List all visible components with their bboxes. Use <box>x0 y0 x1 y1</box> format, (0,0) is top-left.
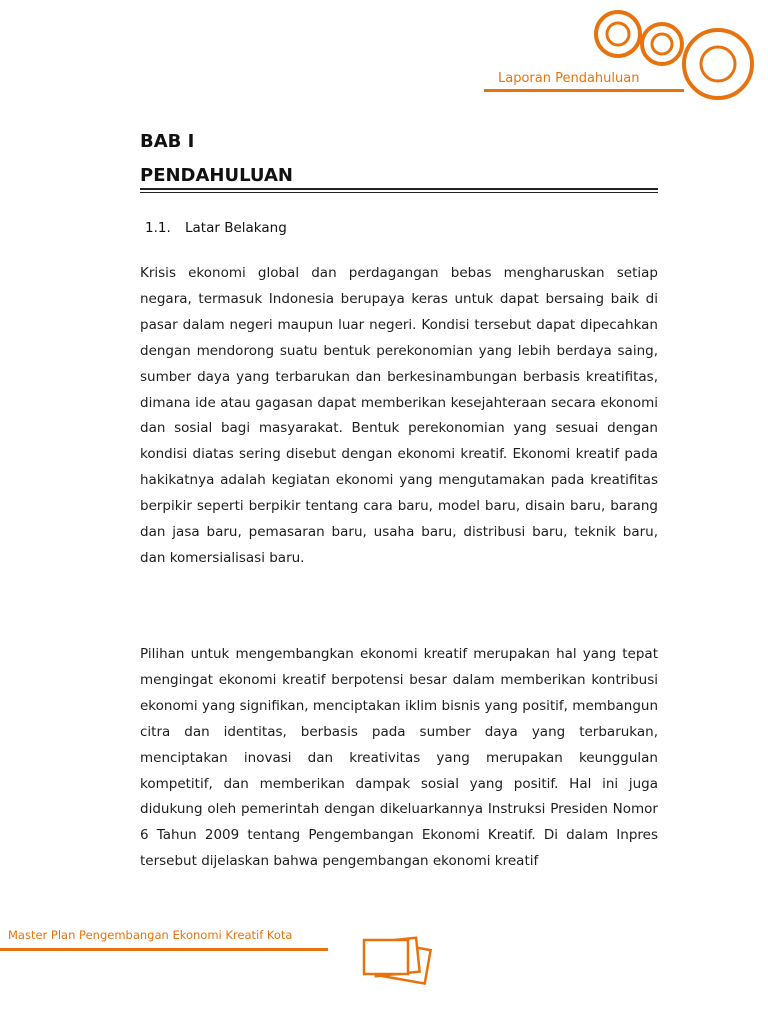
running-footer: Master Plan Pengembangan Ekonomi Kreatif Kota <box>8 928 293 942</box>
section-heading <box>145 220 287 236</box>
running-header: Laporan Pendahuluan <box>498 71 640 86</box>
concentric-circles-icon <box>478 0 768 105</box>
footer-divider <box>0 948 328 951</box>
body-paragraph: Pilihan untuk mengembangkan ekonomi kreatif merupakan hal yang tepat mengingat ekonomi kreatif berpotensi besar dalam memberikan kontribusi ekonomi yang signifikan, menciptakan iklim bisnis yang positif, membangun citra dan identitas, berbasis pada sumber daya yang terbarukan, menciptakan inovasi dan kreativitas yang merupakan keunggulan kompetitif, dan memberikan dampak sosial yang positif. Hal ini juga didukung oleh pemerintah dengan dikeluarkannya Instruksi Presiden Nomor 6 Tahun 2009 tentang Pengembangan Ekonomi Kreatif. Di dalam Inpres tersebut dijelaskan bahwa pengembangan ekonomi kreatif <box>140 646 658 870</box>
stacked-cards-icon <box>358 932 440 992</box>
body-paragraph: Krisis ekonomi global dan perdagangan bebas mengharuskan setiap negara, termasuk Indonesia berupaya keras untuk dapat bersaing baik di pasar dalam negeri maupun luar negeri. Kondisi tersebut dapat dipecahkan dengan mendorong suatu bentuk perekonomian yang lebih berdaya saing, sumber daya yang terbarukan dan berkesinambungan berbasis kreatifitas, dimana ide atau gagasan dapat memberikan kesejahteraan secara ekonomi dan sosial bagi masyarakat. Bentuk perekonomian yang sesuai dengan kondisi diatas sering disebut dengan ekonomi kreatif. Ekonomi kreatif pada hakikatnya adalah kegiatan ekonomi yang mengutamakan pada kreatifitas berpikir seperti berpikir tentang cara baru, model baru, disain baru, barang dan jasa baru, pemasaran baru, usaha baru, distribusi baru, teknik baru, dan komersialisasi baru. <box>140 265 658 566</box>
section-number: 1.1. <box>145 220 171 236</box>
section-title: Latar Belakang <box>185 220 287 236</box>
title-divider <box>140 188 658 190</box>
chapter-title: PENDAHULUAN <box>140 165 293 186</box>
chapter-label: BAB I <box>140 131 195 152</box>
title-divider-thin <box>140 192 658 193</box>
